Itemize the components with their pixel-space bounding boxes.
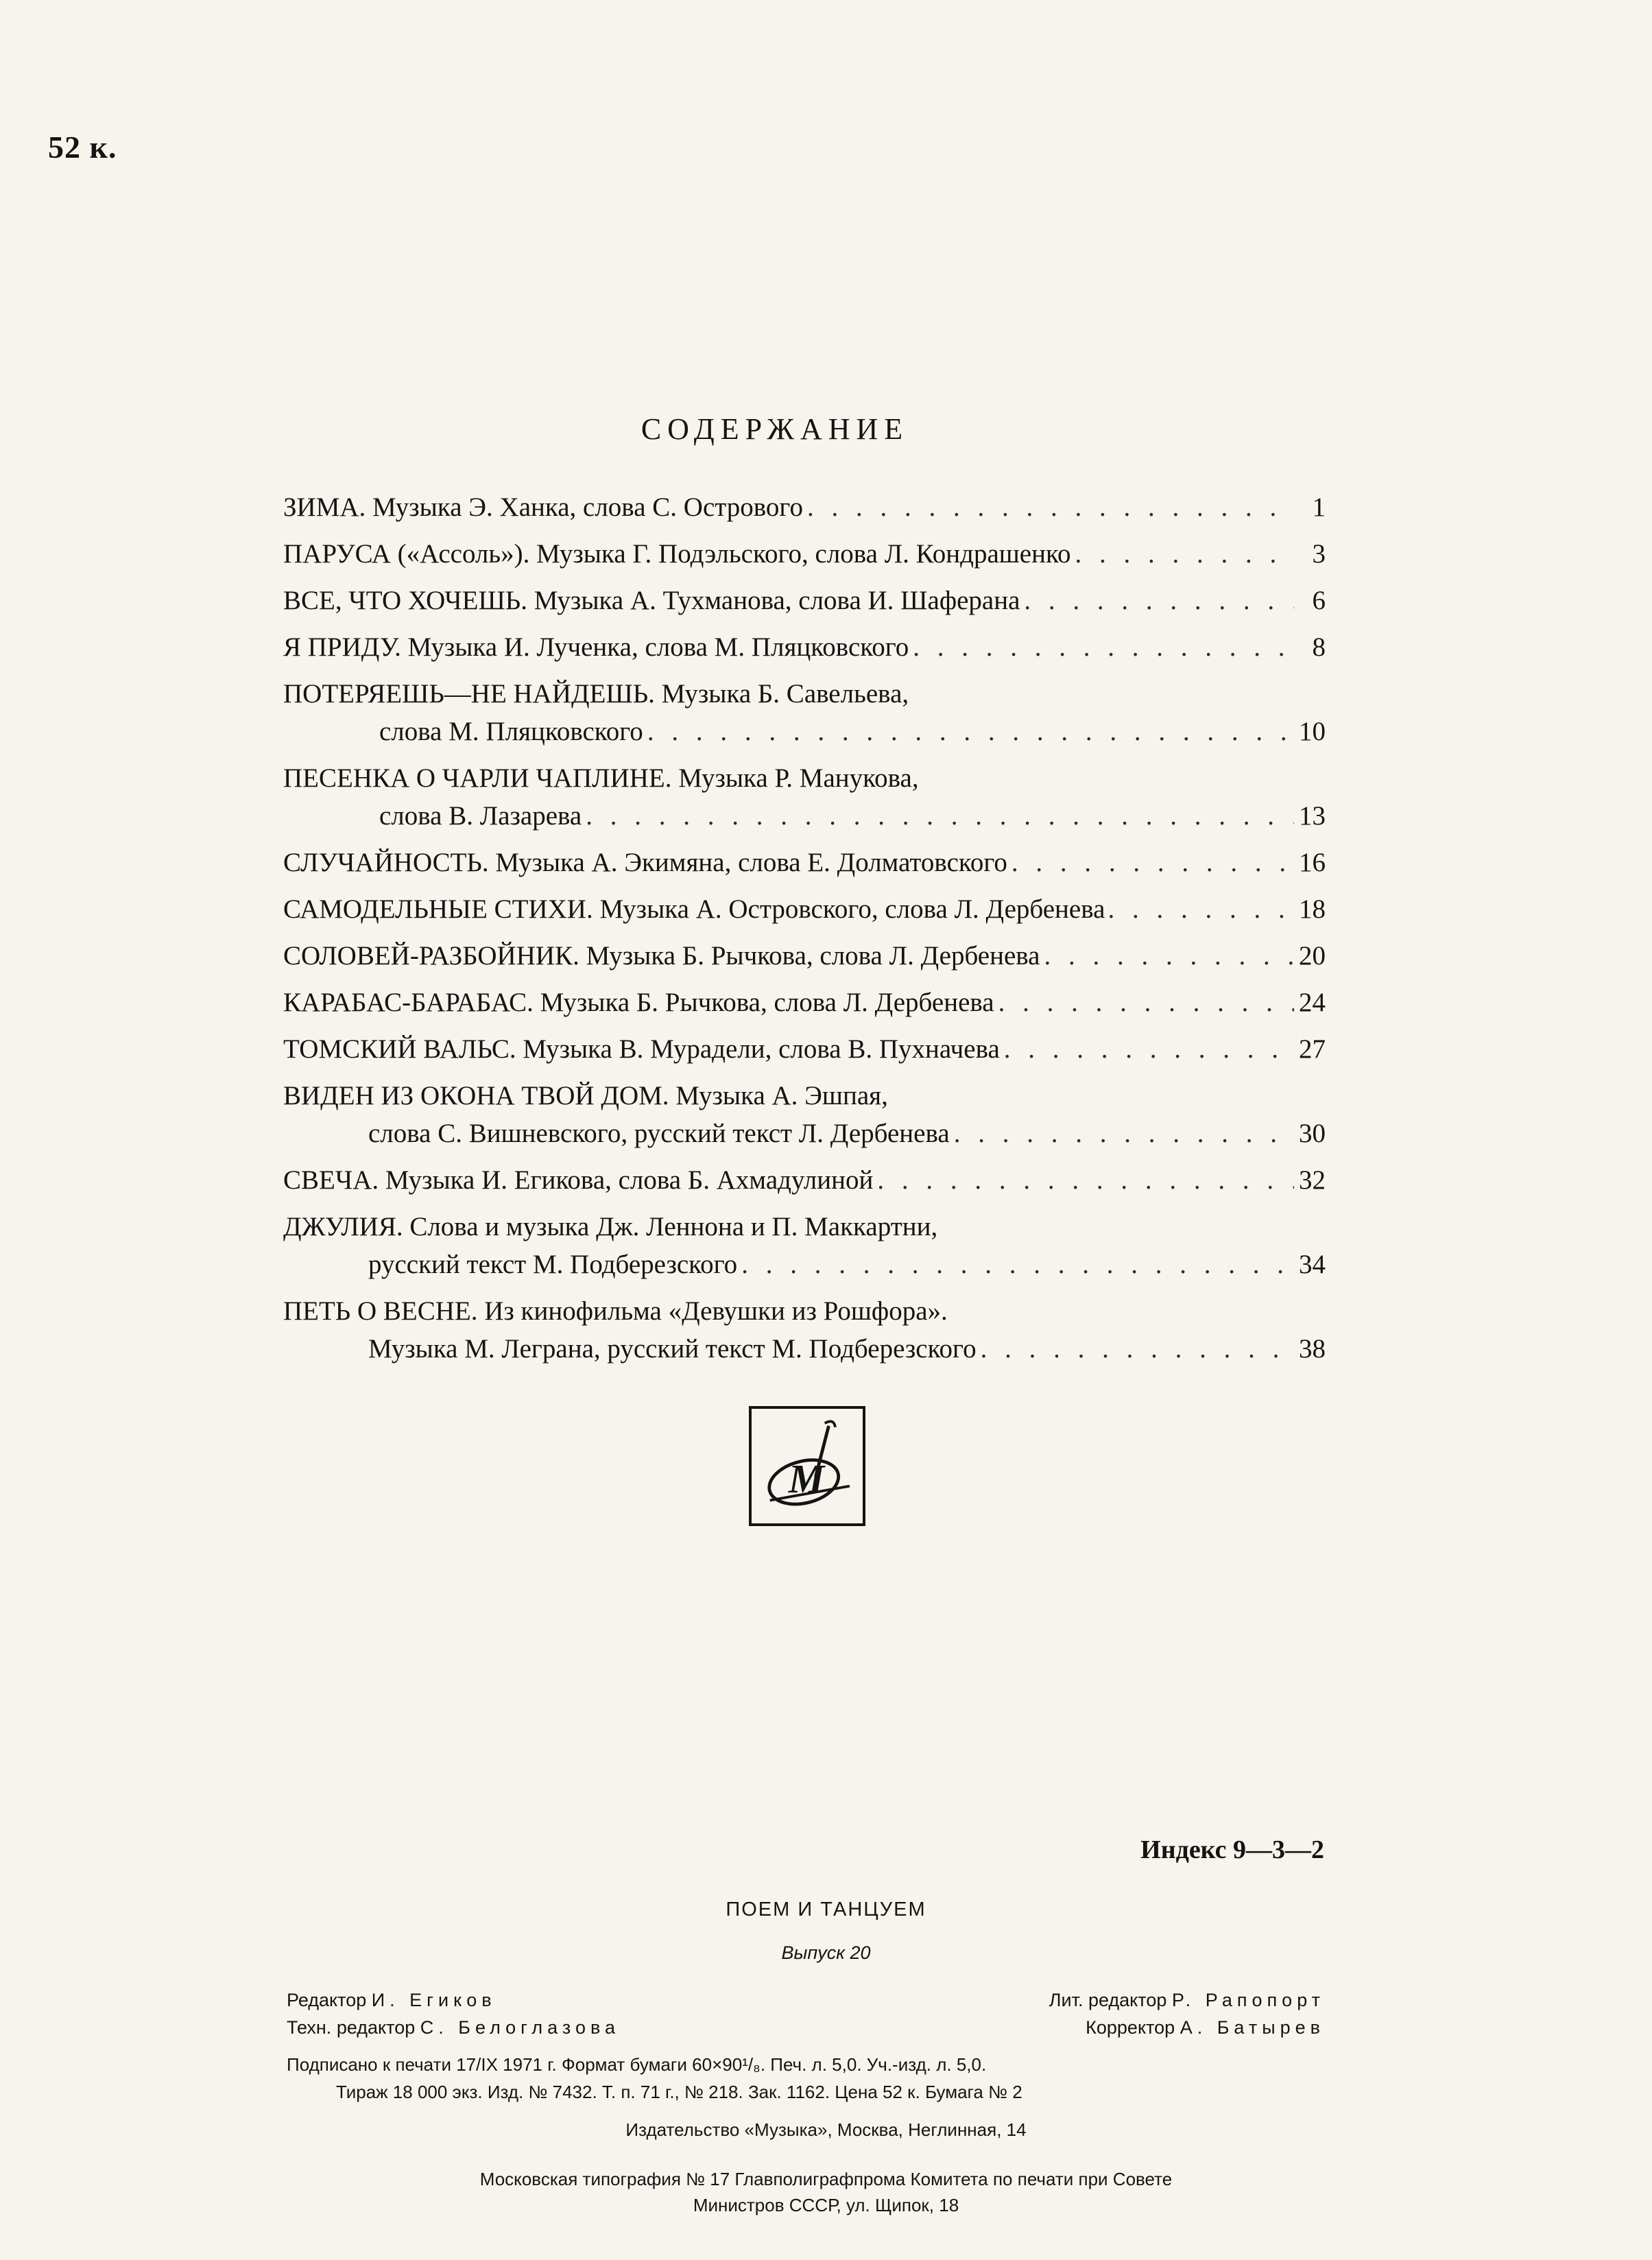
tech-editor-line	[287, 2014, 620, 2041]
toc-entry[interactable]	[283, 984, 1326, 1021]
toc-entry-text: СВЕЧА. Музыка И. Егикова, слова Б. Ахмадулиной	[283, 1165, 874, 1195]
toc-entry-text: СЛУЧАЙНОСТЬ. Музыка А. Экимяна, слова Е. Долматовского	[283, 848, 1007, 877]
lit-editor-name: Р. Рапопорт	[1171, 1990, 1325, 2010]
leader-dots	[954, 1115, 1294, 1152]
leader-dots	[998, 984, 1294, 1021]
toc-page-number: 13	[1299, 801, 1326, 831]
leader-dots	[586, 797, 1294, 835]
leader-dots	[913, 628, 1294, 666]
toc-entry[interactable]	[283, 582, 1326, 619]
printer-line: Министров СССР, ул. Щипок, 18	[693, 2195, 959, 2215]
toc-entry-text: ВСЕ, ЧТО ХОЧЕШЬ. Музыка А. Тухманова, слова И. Шаферана	[283, 586, 1020, 615]
toc-entry[interactable]	[283, 535, 1326, 573]
toc-page-number: 24	[1299, 988, 1326, 1017]
tech-editor-name: С. Белоглазова	[420, 2017, 621, 2038]
toc-page-number: 38	[1299, 1334, 1326, 1364]
toc-entry-text: ВИДЕН ИЗ ОКОНА ТВОЙ ДОМ. Музыка А. Эшпая,	[283, 1081, 888, 1110]
index-code: Индекс 9—3—2	[1140, 1835, 1324, 1864]
corrector-name: А. Батырев	[1180, 2017, 1325, 2038]
leader-dots	[807, 488, 1294, 526]
toc-page-number: 32	[1299, 1165, 1326, 1195]
toc-entry[interactable]	[283, 1208, 1326, 1283]
print-info-line: Подписано к печати 17/IX 1971 г. Формат бумаги 60×90¹/₈. Печ. л. 5,0. Уч.-изд. л. 5,0.	[287, 2054, 987, 2075]
toc-page-number: 3	[1312, 539, 1326, 569]
editor-line	[287, 1986, 620, 2014]
leader-dots	[1024, 582, 1294, 619]
leader-dots	[1011, 844, 1294, 881]
toc-entry-text: ПЕСЕНКА О ЧАРЛИ ЧАПЛИНЕ. Музыка Р. Манукова,	[283, 763, 919, 793]
toc-entry[interactable]	[283, 1292, 1326, 1368]
toc-page-number: 27	[1299, 1034, 1326, 1064]
editor-name: И. Егиков	[371, 1990, 496, 2010]
toc-entry-text: слова М. Пляцковского	[379, 717, 643, 746]
toc-entry-text: ЗИМА. Музыка Э. Ханка, слова С. Острового	[283, 492, 803, 522]
toc-entry-text: ПЕТЬ О ВЕСНЕ. Из кинофильма «Девушки из Рошфора».	[283, 1296, 948, 1326]
corrector-line	[1049, 2014, 1325, 2041]
printer-line: Московская типография № 17 Главполиграфпрома Комитета по печати при Совете	[479, 2169, 1173, 2189]
editor-label: Редактор	[287, 1990, 367, 2010]
toc-entry[interactable]	[283, 937, 1326, 975]
toc-entry[interactable]	[283, 1077, 1326, 1152]
leader-dots	[1044, 937, 1294, 975]
toc-entry[interactable]	[283, 675, 1326, 750]
toc-entry[interactable]	[283, 1161, 1326, 1199]
toc-entry-text: слова В. Лазарева	[379, 801, 582, 831]
toc-entry-text: Я ПРИДУ. Музыка И. Лученка, слова М. Пляцковского	[283, 632, 909, 662]
toc-page-number: 10	[1299, 717, 1326, 746]
lit-editor-label: Лит. редактор	[1049, 1990, 1167, 2010]
toc-page-number: 16	[1299, 848, 1326, 877]
toc-page-number: 6	[1312, 586, 1326, 615]
leader-dots	[1004, 1030, 1294, 1068]
leader-dots	[647, 713, 1294, 750]
toc-entry-text: КАРАБАС-БАРАБАС. Музыка Б. Рычкова, слова Л. Дербенева	[283, 988, 994, 1017]
toc-entry-text: СОЛОВЕЙ-РАЗБОЙНИК. Музыка Б. Рычкова, слова Л. Дербенева	[283, 941, 1040, 971]
toc-page-number: 18	[1299, 894, 1326, 924]
leader-dots	[1075, 535, 1294, 573]
leader-dots	[981, 1330, 1294, 1368]
toc-entry[interactable]	[283, 628, 1326, 666]
credits-right	[1049, 1986, 1325, 2041]
toc-entry-text: ДЖУЛИЯ. Слова и музыка Дж. Леннона и П. Маккартни,	[283, 1212, 938, 1241]
leader-dots	[877, 1161, 1294, 1199]
logo-letter: М	[788, 1456, 825, 1502]
print-info-line: Тираж 18 000 экз. Изд. № 7432. Т. п. 71 г., № 218. Зак. 1162. Цена 52 к. Бумага № 2	[336, 2082, 1022, 2102]
toc-page-number: 8	[1312, 632, 1326, 662]
logo-mark	[752, 1409, 863, 1523]
toc-entry[interactable]	[283, 759, 1326, 835]
music-publisher-logo-icon	[749, 1406, 865, 1526]
corrector-label: Корректор	[1086, 2017, 1175, 2038]
leader-dots	[741, 1246, 1294, 1283]
toc-entry[interactable]	[283, 1030, 1326, 1068]
toc-entry[interactable]	[283, 890, 1326, 928]
publisher-line: Издательство «Музыка», Москва, Неглинная, 14	[625, 2119, 1027, 2140]
toc-entry-text: русский текст М. Подберезского	[368, 1250, 738, 1279]
toc-entry-text: САМОДЕЛЬНЫЕ СТИХИ. Музыка А. Островского, слова Л. Дербенева	[283, 894, 1105, 924]
price-label: 52 к.	[48, 130, 117, 165]
printer-info	[0, 2166, 1652, 2218]
toc-entry[interactable]	[283, 488, 1326, 526]
imprint-title: ПОЕМ И ТАНЦУЕМ	[726, 1899, 926, 1920]
toc-entry-text: ТОМСКИЙ ВАЛЬС. Музыка В. Мурадели, слова В. Пухначева	[283, 1034, 1000, 1064]
credits-left	[287, 1986, 620, 2041]
toc-page-number: 30	[1299, 1119, 1326, 1148]
toc-page-number: 34	[1299, 1250, 1326, 1279]
toc-entry[interactable]	[283, 844, 1326, 881]
toc-entry-text: ПАРУСА («Ассоль»). Музыка Г. Подэльского, слова Л. Кондрашенко	[283, 539, 1071, 569]
tech-editor-label: Техн. редактор	[287, 2017, 416, 2038]
table-of-contents	[283, 488, 1326, 1377]
lit-editor-line	[1049, 1986, 1325, 2014]
print-info	[287, 2051, 1329, 2106]
toc-title: СОДЕРЖАНИЕ	[641, 412, 909, 446]
leader-dots	[1108, 890, 1295, 928]
toc-page-number: 1	[1312, 492, 1326, 522]
toc-entry-text: ПОТЕРЯЕШЬ—НЕ НАЙДЕШЬ. Музыка Б. Савельева,	[283, 679, 909, 709]
issue-number: Выпуск 20	[781, 1942, 871, 1963]
toc-entry-text: слова С. Вишневского, русский текст Л. Дербенева	[368, 1119, 950, 1148]
toc-page-number: 20	[1299, 941, 1326, 971]
toc-entry-text: Музыка М. Леграна, русский текст М. Подберезского	[368, 1334, 977, 1364]
